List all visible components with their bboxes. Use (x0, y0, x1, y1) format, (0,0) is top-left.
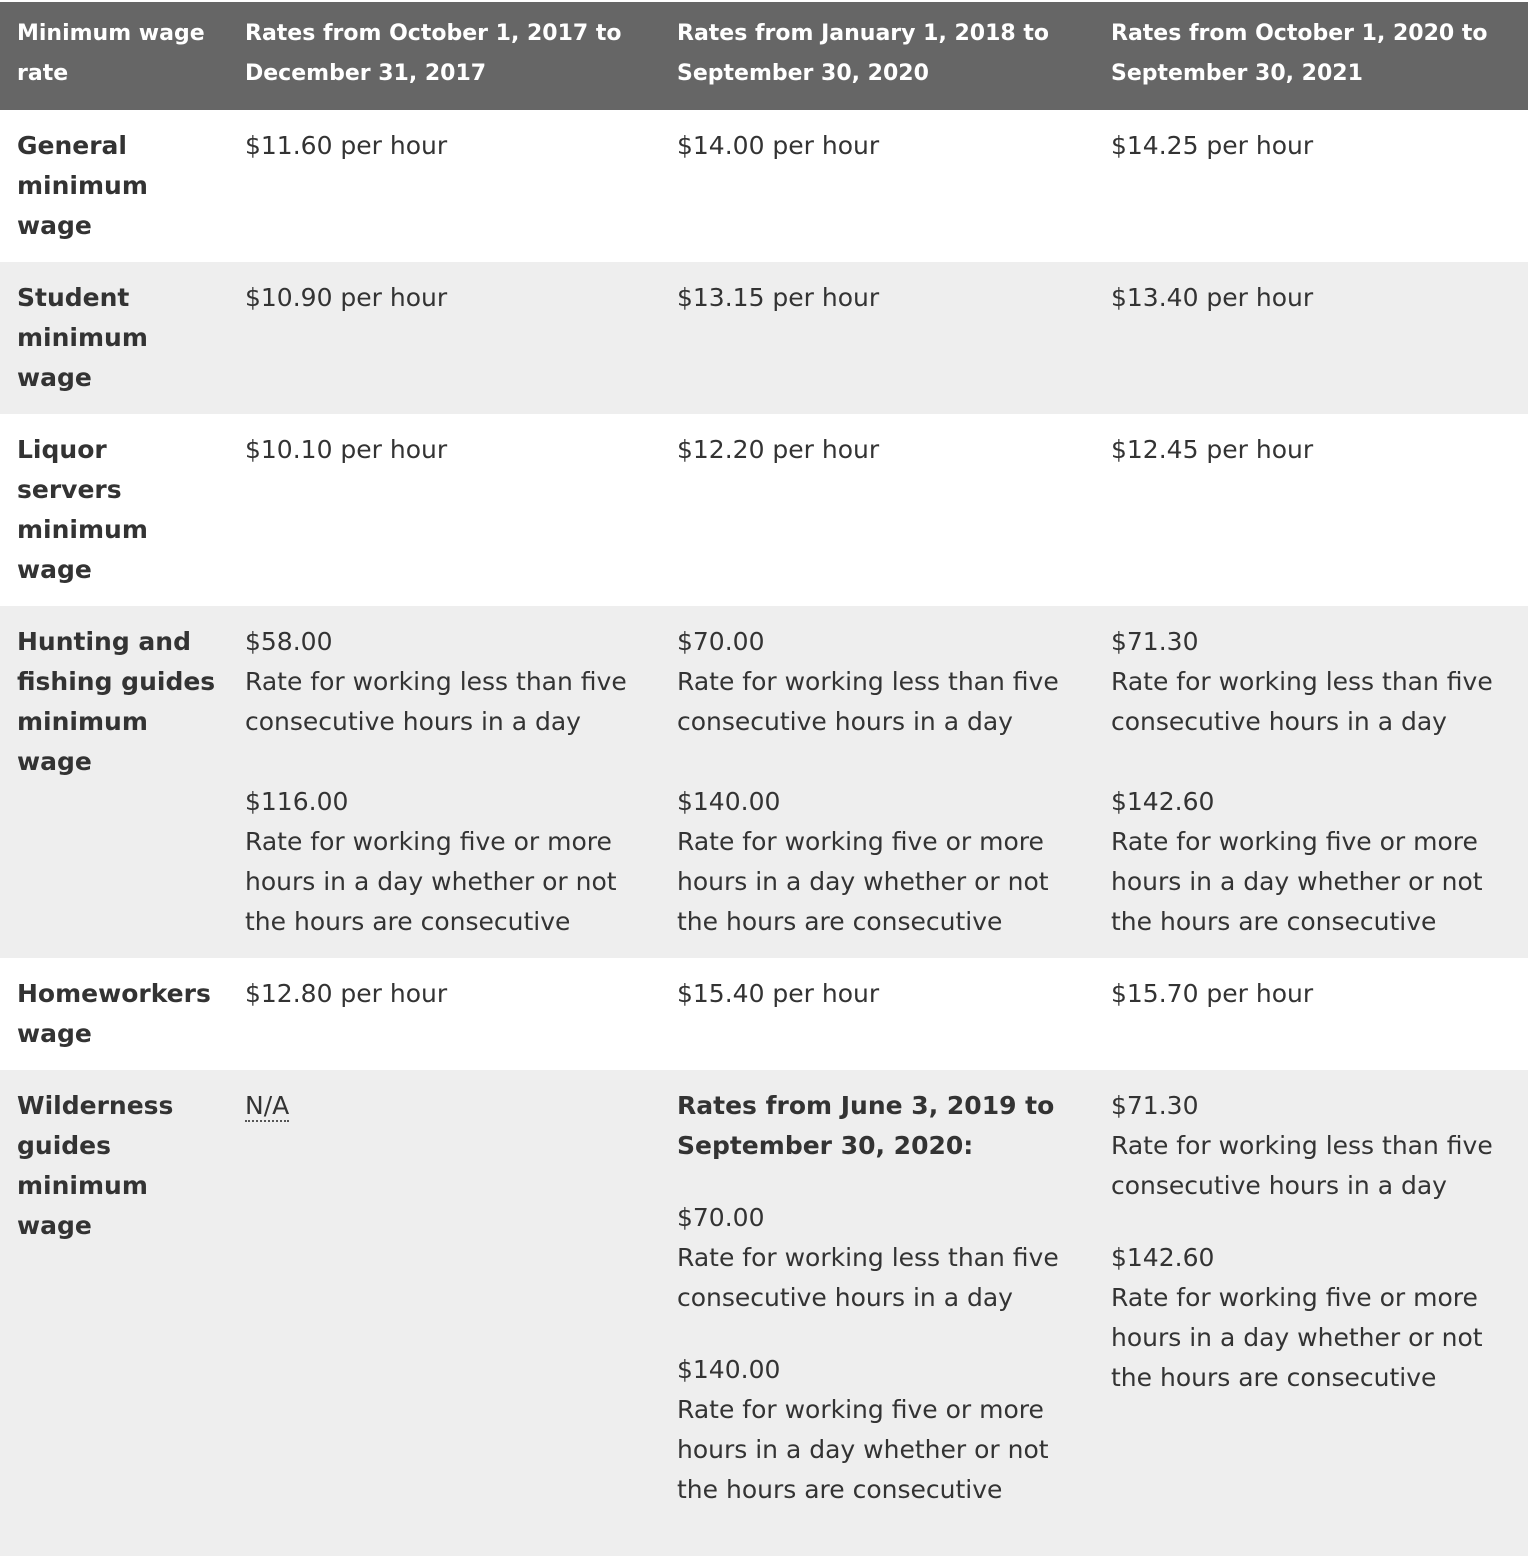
row-label-hunting-fishing-guides: Hunting and fishing guides minimum wage (17, 627, 216, 776)
rate-cell: $13.40 per hour (1111, 283, 1314, 312)
rate-description: Rate for working five or more hours in a day whether or not the hours are consecutive (245, 827, 617, 936)
rate-cell (660, 606, 1094, 958)
rate-amount: $140.00 (677, 1355, 781, 1384)
rate-cell: $10.10 per hour (245, 435, 448, 464)
rate-description: Rate for working five or more hours in a day whether or not the hours are consecutive (677, 827, 1049, 936)
rate-amount: $71.30 (1111, 627, 1199, 656)
rate-description: Rate for working five or more hours in a day whether or not the hours are consecutive (1111, 827, 1483, 936)
table-row (0, 1070, 1528, 1556)
rate-amount: $70.00 (677, 627, 765, 656)
rate-cell: $14.00 per hour (677, 131, 880, 160)
rate-amount: $142.60 (1111, 787, 1215, 816)
rate-description: Rate for working five or more hours in a day whether or not the hours are consecutive (677, 1395, 1049, 1504)
rate-cell: $12.80 per hour (245, 979, 448, 1008)
rate-amount: $70.00 (677, 1203, 765, 1232)
rate-cell (1094, 1070, 1528, 1556)
header-period-2017: Rates from October 1, 2017 to December 31, 2017 (228, 2, 660, 110)
rate-cell: $12.20 per hour (677, 435, 880, 464)
header-period-2018-2020: Rates from January 1, 2018 to September 30, 2020 (660, 2, 1094, 110)
rate-description: Rate for working less than five consecutive hours in a day (677, 667, 1059, 736)
rate-cell: $13.15 per hour (677, 283, 880, 312)
table-row (0, 414, 1528, 606)
rate-amount: $58.00 (245, 627, 333, 656)
rate-description: Rate for working less than five consecutive hours in a day (1111, 1131, 1493, 1200)
period-subheading: Rates from June 3, 2019 to September 30, 2020: (677, 1091, 1055, 1160)
rate-cell: $15.70 per hour (1111, 979, 1314, 1008)
rate-description: Rate for working less than five consecutive hours in a day (1111, 667, 1493, 736)
table-header (0, 2, 1528, 110)
rate-description: Rate for working less than five consecutive hours in a day (245, 667, 627, 736)
row-label-general: General minimum wage (17, 131, 148, 240)
row-label-liquor-servers: Liquor servers minimum wage (17, 435, 148, 584)
not-applicable-abbr: N/A (245, 1091, 290, 1120)
rate-cell (1094, 606, 1528, 958)
rate-amount: $116.00 (245, 787, 349, 816)
row-label-wilderness-guides: Wilderness guides minimum wage (17, 1091, 174, 1240)
header-row (0, 2, 1528, 110)
rate-cell (660, 1070, 1094, 1556)
header-period-2020-2021: Rates from October 1, 2020 to September 30, 2021 (1094, 2, 1528, 110)
table-row (0, 110, 1528, 262)
rate-cell: $10.90 per hour (245, 283, 448, 312)
table-body (0, 110, 1528, 1556)
rate-amount: $71.30 (1111, 1091, 1199, 1120)
rate-cell: $15.40 per hour (677, 979, 880, 1008)
rate-cell: $14.25 per hour (1111, 131, 1314, 160)
rate-description: Rate for working five or more hours in a day whether or not the hours are consecutive (1111, 1283, 1483, 1392)
table-row (0, 958, 1528, 1070)
table-row (0, 606, 1528, 958)
row-label-homeworkers: Homeworkers wage (17, 979, 211, 1048)
rate-cell: $11.60 per hour (245, 131, 448, 160)
rate-description: Rate for working less than five consecutive hours in a day (677, 1243, 1059, 1312)
row-label-student: Student minimum wage (17, 283, 148, 392)
rate-amount: $140.00 (677, 787, 781, 816)
rate-cell (228, 1070, 660, 1556)
table-row (0, 262, 1528, 414)
minimum-wage-table (0, 2, 1528, 1556)
rate-cell (228, 606, 660, 958)
rate-cell: $12.45 per hour (1111, 435, 1314, 464)
header-wage-type: Minimum wage rate (0, 2, 228, 110)
rate-amount: $142.60 (1111, 1243, 1215, 1272)
